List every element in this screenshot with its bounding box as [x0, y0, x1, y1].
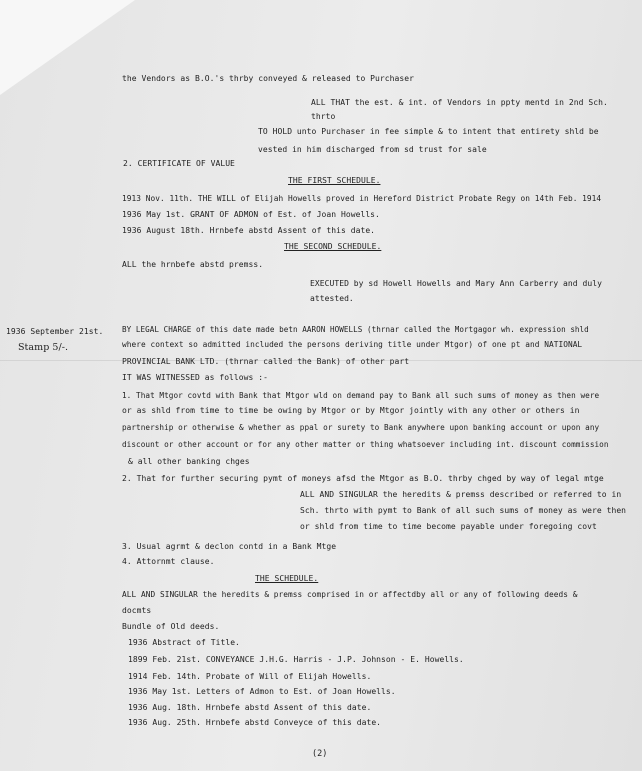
text-line: or shld from time to time become payable under foregoing covt	[300, 522, 597, 531]
text-line: 2. CERTIFICATE OF VALUE	[123, 159, 235, 168]
text-line: ALL THAT the est. & int. of Vendors in ppty mentd in 2nd Sch.	[311, 98, 608, 107]
folded-corner	[0, 0, 135, 95]
text-line: 1936 Aug. 18th. Hrnbefe abstd Assent of this date.	[128, 703, 372, 712]
schedule-heading: THE FIRST SCHEDULE.	[288, 176, 381, 185]
margin-date: 1936 September 21st.	[6, 327, 104, 336]
page-number: (2)	[312, 749, 328, 759]
text-line: partnership or otherwise & whether as ppal or surety to Bank anywhere upon banking account or upon any	[122, 423, 600, 432]
text-line: TO HOLD unto Purchaser in fee simple & to intent that entirety shld be	[258, 127, 599, 136]
text-line: thrto	[311, 112, 336, 121]
text-line: docmts	[122, 606, 152, 615]
text-line: 1936 August 18th. Hrnbefe abstd Assent of this date.	[122, 226, 376, 235]
text-line: the Vendors as B.O.'s thrby conveyed & released to Purchaser	[122, 74, 414, 83]
schedule-heading: THE SCHEDULE.	[255, 574, 319, 583]
text-line: ALL the hrnbefe abstd premss.	[122, 260, 264, 269]
text-line: 1. That Mtgor covtd with Bank that Mtgor wld on demand pay to Bank all such sums of money as then were	[122, 391, 600, 400]
text-line: 1936 Aug. 25th. Hrnbefe abstd Conveyce of this date.	[128, 718, 382, 727]
text-line: discount or other account or for any other matter or thing whatsoever including int. discount commission	[122, 440, 609, 449]
text-line: ALL AND SINGULAR the heredits & premss described or referred to in	[300, 490, 622, 499]
text-line: 1913 Nov. 11th. THE WILL of Elijah Howells proved in Hereford District Probate Regy on 14th Feb. 1914	[122, 194, 602, 203]
text-line: BY LEGAL CHARGE of this date made betn AARON HOWELLS (thrnar called the Mortgagor wh. expression shld	[122, 325, 589, 334]
text-line: Sch. thrto with pymt to Bank of all such sums of money as were then	[300, 506, 627, 515]
text-line: 3. Usual agrmt & declon contd in a Bank Mtge	[122, 542, 337, 551]
text-line: ALL AND SINGULAR the heredits & premss comprised in or affectdby all or any of following deeds &	[122, 590, 578, 599]
text-line: or as shld from time to time be owing by Mtgor or by Mtgor jointly with any other or others in	[122, 406, 580, 415]
text-line: EXECUTED by sd Howell Howells and Mary Ann Carberry and duly	[310, 279, 602, 288]
text-line: 1936 May 1st. Letters of Admon to Est. of Joan Howells.	[128, 687, 396, 696]
text-line: Bundle of Old deeds.	[122, 622, 220, 631]
text-line: vested in him discharged from sd trust for sale	[258, 145, 487, 154]
text-line: 1936 May 1st. GRANT OF ADMON of Est. of Joan Howells.	[122, 210, 380, 219]
text-line: 1899 Feb. 21st. CONVEYANCE J.H.G. Harris - J.P. Johnson - E. Howells.	[128, 655, 464, 664]
text-line: where context so admitted included the persons deriving title under Mtgor) of one pt and NATIONAL	[122, 340, 583, 349]
stamp-duty-note: Stamp 5/-.	[18, 342, 69, 353]
text-line: 1914 Feb. 14th. Probate of Will of Elijah Howells.	[128, 672, 372, 681]
text-line: 4. Attornmt clause.	[122, 557, 215, 566]
text-line: 2. That for further securing pymt of moneys afsd the Mtgor as B.O. thrby chged by way of legal mtge	[122, 474, 604, 483]
text-line: & all other banking chges	[128, 457, 250, 466]
text-line: 1936 Abstract of Title.	[128, 638, 240, 647]
text-line: attested.	[310, 294, 354, 303]
text-line: IT WAS WITNESSED as follows :-	[122, 373, 268, 382]
text-line: PROVINCIAL BANK LTD. (thrnar called the Bank) of other part	[122, 357, 410, 366]
schedule-heading: THE SECOND SCHEDULE.	[284, 242, 382, 251]
